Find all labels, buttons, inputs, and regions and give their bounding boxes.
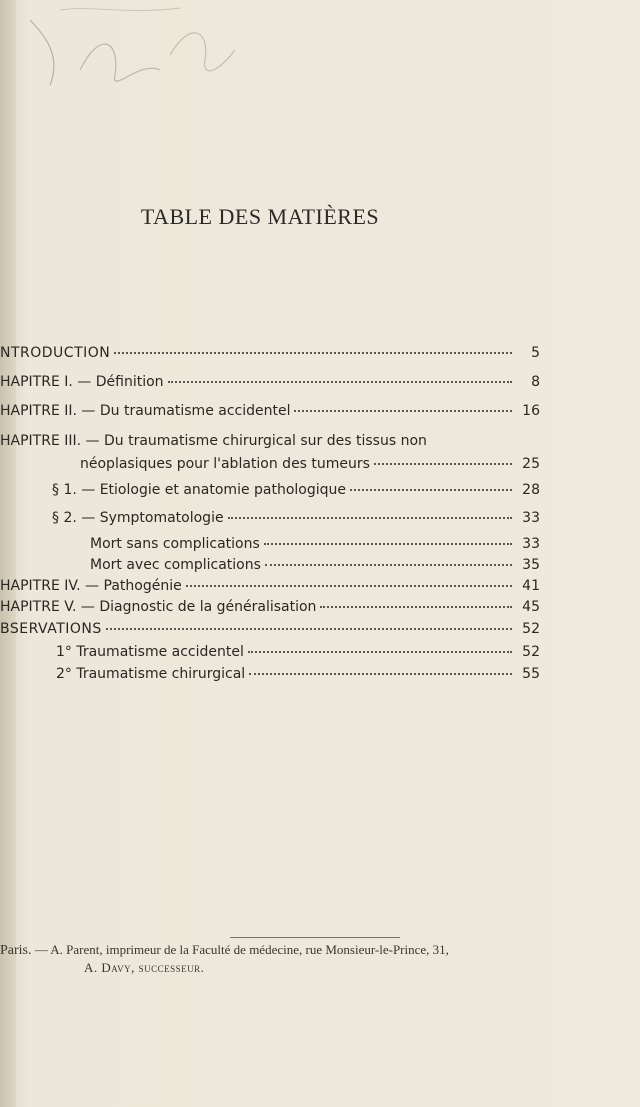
- toc-label: § 2. — Symptomatologie: [52, 510, 224, 526]
- leader-dots: [114, 351, 512, 354]
- leader-dots: [374, 462, 512, 465]
- imprint-rule: [230, 937, 400, 938]
- toc-label: HAPITRE V. — Diagnostic de la généralisation: [0, 599, 317, 615]
- toc-label: HAPITRE III. — Du traumatisme chirurgical sur des tissus non: [0, 433, 427, 449]
- toc-entry-introduction: [0, 345, 540, 367]
- toc-page-number: 41: [522, 578, 540, 594]
- toc-page-number: 52: [522, 621, 540, 637]
- leader-dots: [294, 409, 512, 412]
- toc-page-number: 52: [522, 644, 540, 660]
- toc-label: Mort avec complications: [90, 557, 261, 573]
- toc-entry-chapitre-5: [0, 599, 540, 621]
- toc-label: 1° Traumatisme accidentel: [56, 644, 244, 660]
- toc-entry-chapitre-1: [0, 374, 540, 396]
- toc-page-number: 33: [522, 536, 540, 552]
- toc-page-number: 55: [522, 666, 540, 682]
- toc-label: Mort sans complications: [90, 536, 260, 552]
- toc-entry-obs-1: [56, 644, 540, 666]
- leader-dots: [106, 627, 512, 630]
- toc-label: néoplasiques pour l'ablation des tumeurs: [80, 456, 370, 472]
- toc-label: HAPITRE II. — Du traumatisme accidentel: [0, 403, 291, 419]
- toc-entry-section-1: [52, 482, 540, 504]
- toc-entry-section-2: [52, 510, 540, 532]
- page-title: TABLE DES MATIÈRES: [140, 204, 380, 229]
- leader-dots: [264, 542, 512, 545]
- toc-page-number: 28: [522, 482, 540, 498]
- toc-entry-mort-sans: [90, 536, 540, 558]
- toc-page-number: 25: [522, 456, 540, 472]
- toc-entry-chapitre-4: [0, 578, 540, 600]
- imprint-place: Paris.: [0, 943, 32, 958]
- leader-dots: [350, 488, 512, 491]
- toc-page-number: 35: [522, 557, 540, 573]
- leader-dots: [320, 605, 512, 608]
- toc-entry-obs-2: [56, 666, 540, 688]
- toc-entry-chapitre-3: [0, 433, 540, 455]
- toc-page-number: 33: [522, 510, 540, 526]
- toc-label: 2° Traumatisme chirurgical: [56, 666, 246, 682]
- toc-label: HAPITRE I. — Définition: [0, 374, 164, 390]
- toc-page-number: 5: [531, 345, 540, 361]
- toc-entry-observations: [0, 621, 540, 643]
- leader-dots: [248, 650, 512, 653]
- imprint-line: [0, 942, 449, 959]
- toc-entry-mort-avec: [90, 557, 540, 579]
- leader-dots: [228, 516, 512, 519]
- imprint-successor: A. Davy, successeur.: [84, 960, 205, 975]
- toc-page-number: 16: [522, 403, 540, 419]
- imprint-printer: — A. Parent, imprimeur de la Faculté de médecine, rue Monsieur-le-Prince, 31,: [34, 942, 449, 957]
- book-spine-shadow: [0, 0, 16, 1107]
- toc-entry-chapitre-3-cont: [80, 456, 540, 478]
- toc-page-number: 45: [522, 599, 540, 615]
- toc-label: NTRODUCTION: [0, 345, 111, 361]
- toc-label: HAPITRE IV. — Pathogénie: [0, 578, 182, 594]
- leader-dots: [265, 563, 512, 566]
- toc-entry-chapitre-2: [0, 403, 540, 425]
- toc-label: § 1. — Etiologie et anatomie pathologique: [52, 482, 347, 498]
- pencil-scribble: [20, 0, 260, 110]
- leader-dots: [168, 380, 512, 383]
- leader-dots: [249, 672, 512, 675]
- toc-label: BSERVATIONS: [0, 621, 102, 637]
- toc-page-number: 8: [531, 374, 540, 390]
- leader-dots: [186, 584, 512, 587]
